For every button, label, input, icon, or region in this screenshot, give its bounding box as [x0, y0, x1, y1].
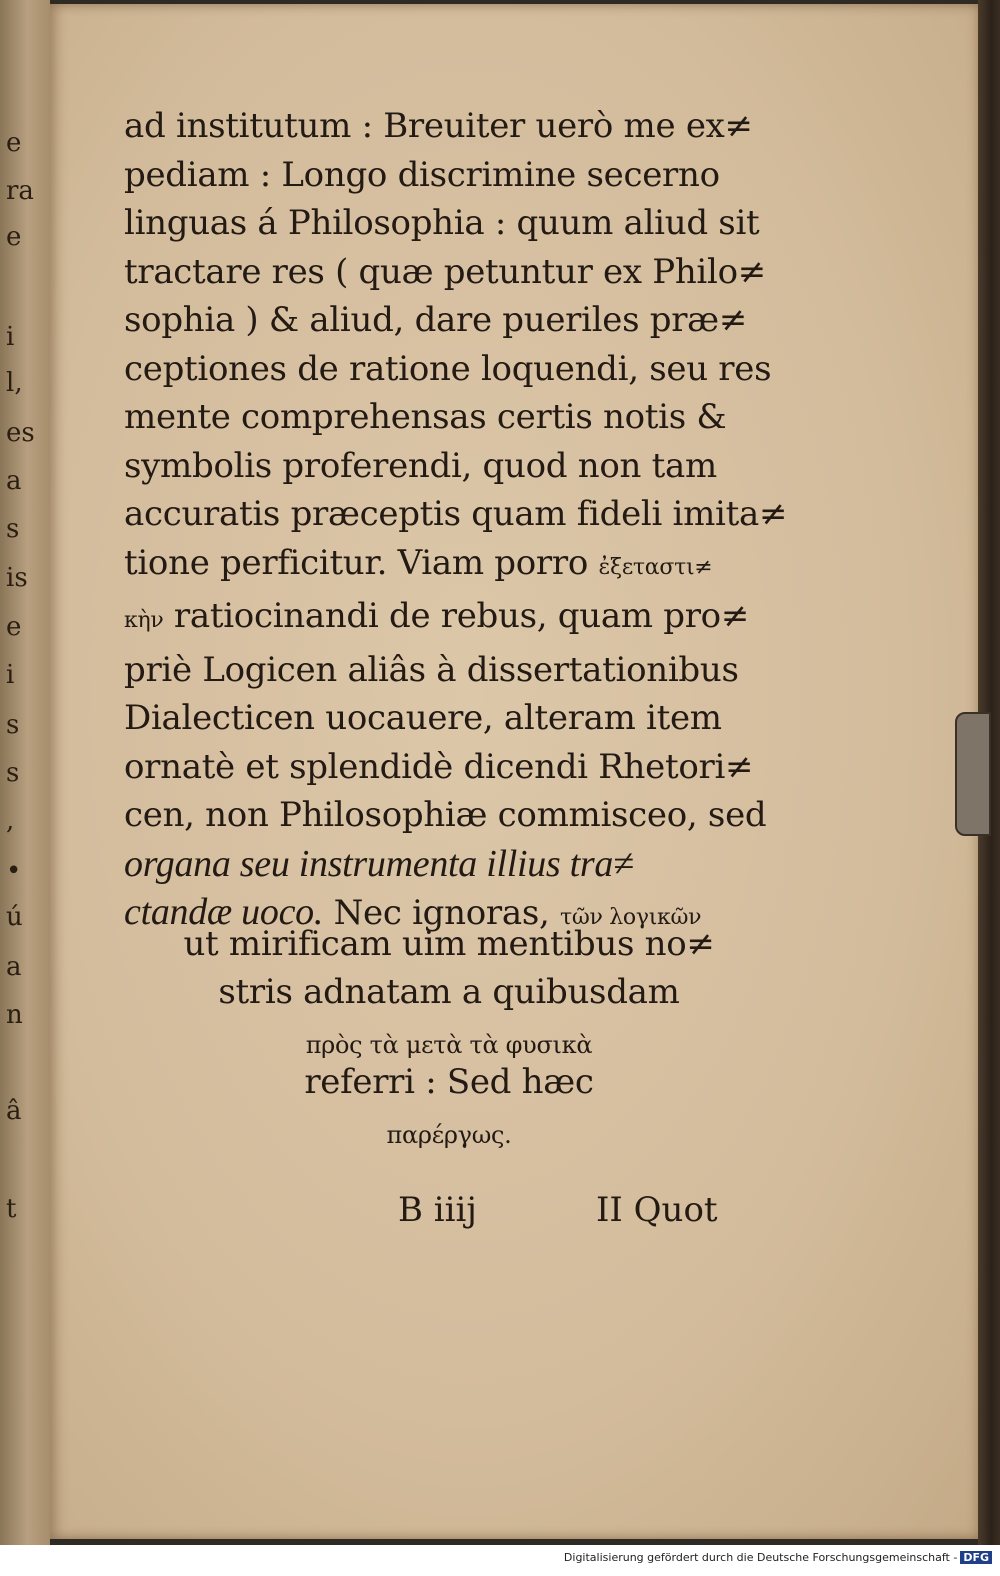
- dfg-logo: DFG: [960, 1551, 992, 1564]
- text-line: ut mirificam uim mentibus no≠: [183, 924, 715, 964]
- greek-word: τῶν λογικῶν: [559, 905, 702, 930]
- left-page-fragment: e: [6, 128, 22, 158]
- text-line: Dialecticen uocauere, alteram item: [124, 698, 722, 738]
- signature-mark: B iiij: [398, 1190, 477, 1230]
- left-page-fragment: a: [6, 952, 22, 982]
- left-page-fragment: •: [6, 856, 22, 886]
- text-line: ornatè et splendidè dicendi Rhetori≠: [124, 746, 754, 787]
- left-page-fragment: ,: [6, 806, 15, 836]
- text-line: mente comprehensas certis notis &: [124, 397, 727, 437]
- left-page-fragment: s: [6, 710, 20, 740]
- credit-text: Digitalisierung gefördert durch die Deutsche Forschungsgemeinschaft -: [563, 1551, 958, 1564]
- greek-word: παρέργως.: [386, 1121, 512, 1149]
- left-page-fragment: a: [6, 466, 22, 496]
- text-fragment: Nec ignoras,: [333, 893, 550, 933]
- text-fragment: tione perficitur. Viam porro: [124, 542, 588, 583]
- italic-text-line: organa seu instrumenta illius tra≠: [124, 842, 634, 885]
- left-page-fragment: n: [6, 1000, 23, 1030]
- text-line: referri : Sed hæc: [304, 1062, 594, 1102]
- text-line: cen, non Philosophiæ commisceo, sed: [124, 795, 767, 835]
- text-line: ad institutum : Breuiter uerò me ex≠: [124, 106, 753, 146]
- left-page-fragment: s: [6, 514, 20, 544]
- left-page-fragment: â: [6, 1096, 22, 1126]
- left-page-fragment: s: [6, 758, 20, 788]
- text-line: [124, 539, 774, 593]
- greek-word: ἐξεταστι≠: [598, 554, 713, 580]
- text-line: accuratis præceptis quam fideli imita≠: [124, 494, 788, 534]
- left-page-fragment: e: [6, 612, 22, 642]
- text-line: pediam : Longo discrimine secerno: [124, 154, 720, 195]
- previous-page-edge: [0, 0, 50, 1545]
- italic-fragment: ctandæ uoco.: [124, 891, 324, 933]
- left-page-fragment: i: [6, 660, 15, 690]
- dfg-credit: [564, 1551, 992, 1564]
- left-page-fragment: ú: [6, 902, 23, 932]
- text-line: stris adnatam a quibusdam: [218, 972, 680, 1012]
- text-fragment: ratiocinandi de rebus, quam pro≠: [173, 596, 750, 636]
- page-clip: [955, 712, 991, 836]
- text-line: ceptiones de ratione loquendi, seu res: [124, 348, 772, 389]
- text-line: linguas á Philosophia : quum aliud sit: [124, 203, 760, 243]
- greek-line: [124, 1108, 774, 1160]
- text-line: [124, 592, 774, 646]
- left-page-fragment: t: [6, 1194, 17, 1224]
- left-page-fragment: ra: [6, 176, 34, 206]
- greek-phrase: πρὸς τὰ μετὰ τὰ φυσικὰ: [305, 1031, 593, 1059]
- left-page-fragment: es: [6, 418, 35, 448]
- body-text: [124, 102, 788, 943]
- catchword: II Quot: [596, 1190, 718, 1230]
- text-line: priè Logicen aliâs à dissertationibus: [124, 649, 739, 690]
- left-page-fragment: l,: [6, 368, 23, 398]
- text-line: tractare res ( quæ petuntur ex Philo≠: [124, 251, 766, 292]
- left-page-fragment: e: [6, 222, 22, 252]
- greek-word: κὴν: [124, 608, 164, 633]
- text-line: sophia ) & aliud, dare pueriles præ≠: [124, 300, 748, 340]
- left-page-fragment: i: [6, 322, 15, 352]
- left-page-fragment: is: [6, 563, 28, 593]
- text-line: symbolis proferendi, quod non tam: [124, 445, 717, 486]
